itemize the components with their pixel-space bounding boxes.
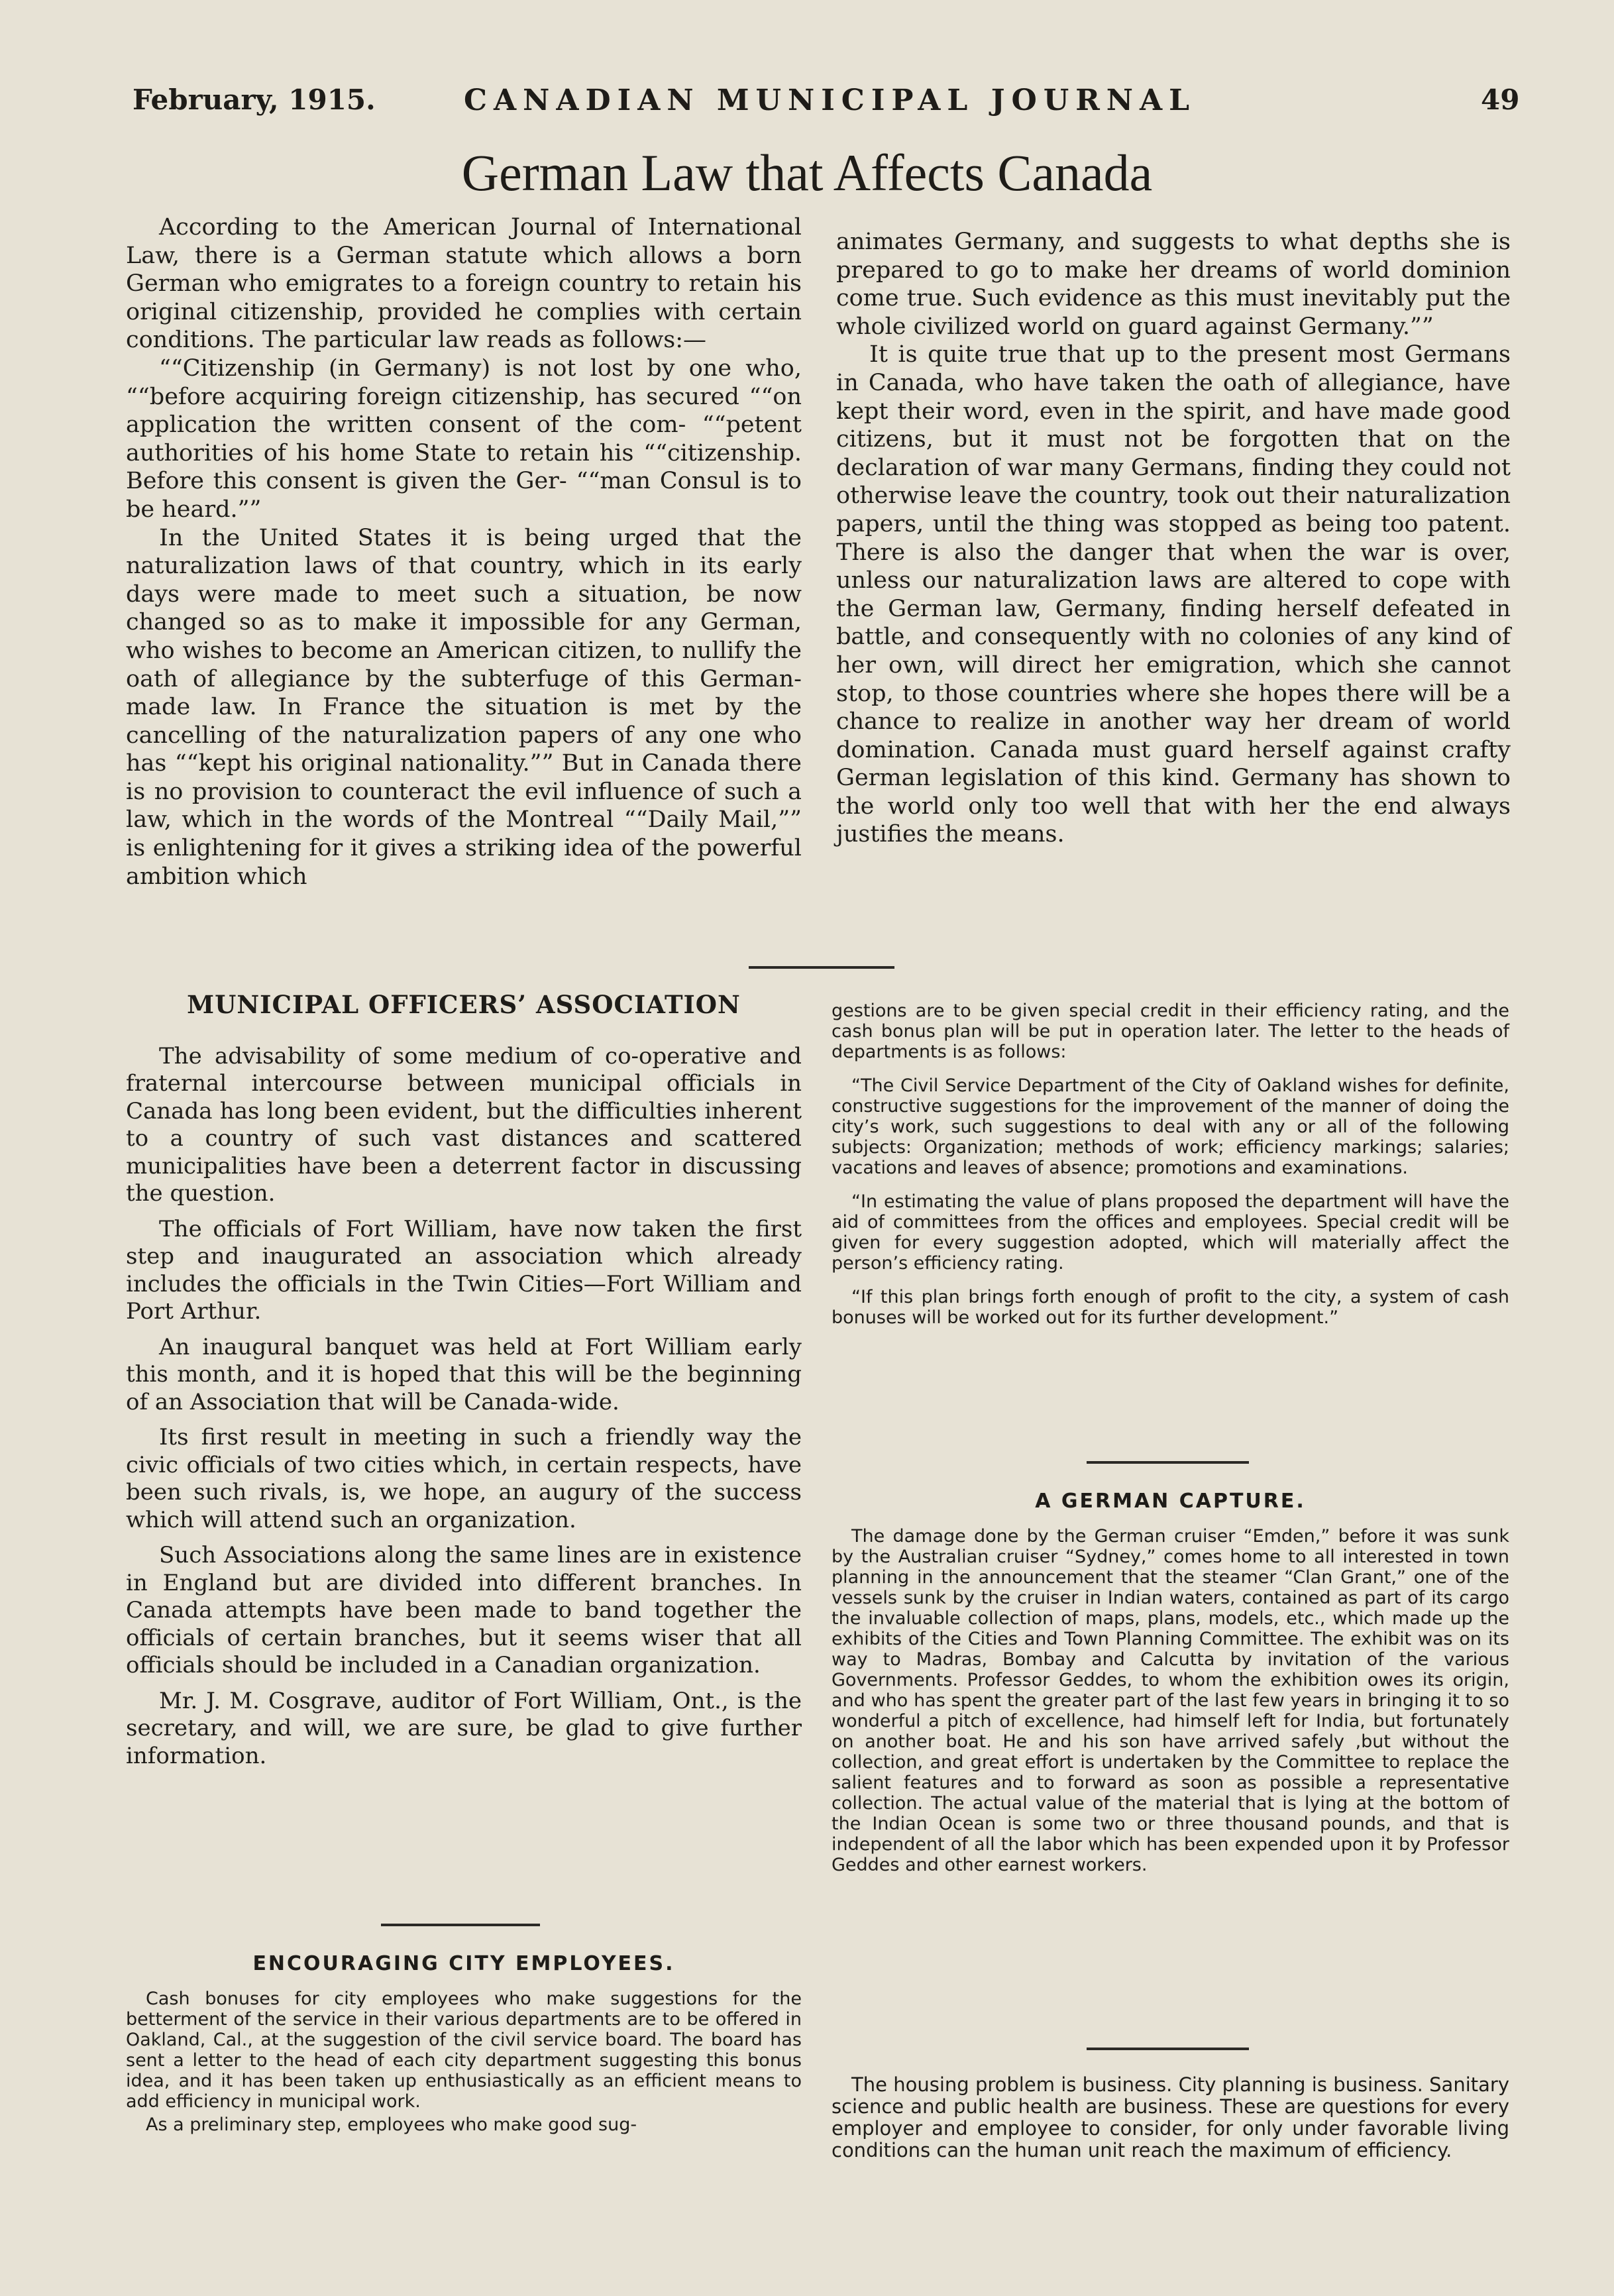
german-capture-section [832,1491,1509,1888]
section-paragraph: An inaugural banquet was held at Fort William early this month, and it is hoped that this will be the beginning of an Association that will be Canada-wide. [126,1333,802,1415]
letter-quote: “The Civil Service Department of the City of Oakland wishes for definite, constructive suggestions for the improvement of the manner of doing the city’s work, such suggestions to deal with any or all of the following subjects: Organization; methods of work; efficiency markings; salaries; vacations and leaves of absence; promotions and examinations. [832,1075,1509,1178]
section-divider [1087,2048,1249,2050]
section-divider [381,1924,540,1926]
section-paragraph: gestions are to be given special credit in their efficiency rating, and the cash bonus plan will be put in operation later. The letter to the heads of departments is as follows: [832,1001,1509,1062]
article-title: German Law that Affects Canada [461,144,1153,201]
section-title: MUNICIPAL OFFICERS’ ASSOCIATION [187,990,741,1019]
article-paragraph: According to the American Journal of International Law, there is a German statute which allows a born German who emigrates to a foreign country to retain his original citizenship, provided he complies with certain conditions. The particular law reads as follows:— [126,214,802,354]
housing-problem-section [832,2074,1509,2175]
section-divider [749,966,894,969]
section-paragraph: The advisability of some medium of co-operative and fraternal intercourse between municipal officials in Canada has long been evident, but the difficulties inherent to a country of such vast distances and scattered municipalities have been a deterrent factor in discussing the question. [126,1042,802,1207]
section-paragraph: Mr. J. M. Cosgrave, auditor of Fort William, Ont., is the secretary, and will, we are sure, be glad to give further information. [126,1687,802,1769]
header-date: February, 1915. [133,83,376,116]
municipal-officers-section [126,991,802,1778]
article-quote: ““Citizenship (in Germany) is not lost by one who, ““before acquiring foreign citizenship, has secured ““on application the written consent of the com- ““petent authorities of his home State to retain his ““citizenship. Before this consent is given the Ger- ““man Consul is to be heard.”” [126,355,802,523]
section-divider [1087,1461,1249,1464]
encouraging-employees-continued [832,1001,1509,1341]
section-paragraph: The officials of Fort William, have now taken the first step and inaugurated an association which already includes the officials in the Twin Cities—Fort William and Port Arthur. [126,1215,802,1325]
letter-quote: “In estimating the value of plans proposed the department will have the aid of committees from the offices and employees. Special credit will be given for every suggestion adopted, which will materially affect the person’s efficiency rating. [832,1191,1509,1274]
article-paragraph: In the United States it is being urged that the naturalization laws of that country, which in its early days were made to meet such a situation, be now changed so as to make it impossible for any German, who wishes to become an American citizen, to nullify the oath of allegiance by the subterfuge of this German-made law. In France the situation is met by the cancelling of the naturalization papers of any one who has ““kept his original nationality.”” But in Canada there is no provision to counteract the evil influence of such a law, which in the words of the Montreal ““Daily Mail,”” is enlightening for it gives a striking idea of the powerful ambition which [126,524,802,890]
section-paragraph: The housing problem is business. City planning is business. Sanitary science and public health are business. These are questions for every employer and employee to consider, for only under favorable living conditions can the human unit reach the maximum of efficiency. [832,2073,1509,2161]
page-number: 49 [1481,83,1520,116]
article-paragraph: animates Germany, and suggests to what depths she is prepared to go to make her dreams of world dominion come true. Such evidence as this must inevitably put the whole civilized world on guard against Germany.”” [836,229,1511,340]
article-paragraph: It is quite true that up to the present most Germans in Canada, who have taken the oath of allegiance, have kept their word, even in the spirit, and have made good citizens, but it must not be forgotten that on the declaration of war many Germans, finding they could not otherwise leave the country, took out their naturalization papers, until the thing was stopped as being too patent. There is also the danger that when the war is over, unless our naturalization laws are altered to cope with the German law, Germany, finding herself defeated in battle, and consequently with no colonies of any kind of her own, will direct her emigration, which she cannot stop, to those countries where she hopes there will be a chance to realize in another way her dream of world domination. Canada must guard herself against crafty German legislation of this kind. Germany has shown to the world only too well that with her the end always justifies the means. [836,341,1511,848]
header-journal-name: CANADIAN MUNICIPAL JOURNAL [464,83,1197,117]
main-article-right-column [836,228,1511,849]
section-paragraph: Its first result in meeting in such a friendly way the civic officials of two cities which, in certain respects, have been such rivals, is, we hope, an augury of the success which will attend such an organization. [126,1424,802,1533]
section-paragraph: As a preliminary step, employees who make good sug- [146,2114,637,2135]
letter-quote: “If this plan brings forth enough of profit to the city, a system of cash bonuses will be worked out for its further development.” [832,1287,1509,1328]
section-paragraph: Such Associations along the same lines are in existence in England but are divided into different branches. In Canada attempts have been made to band together the officials of certain branches, but it seems wiser that all officials should be included in a Canadian organization. [126,1542,802,1678]
section-title: ENCOURAGING CITY EMPLOYEES. [252,1952,675,1975]
section-paragraph: Cash bonuses for city employees who make suggestions for the betterment of the service in their various departments are to be offered in Oakland, Cal., at the suggestion of the civil service board. The board has sent a letter to the head of each city department suggesting this bonus idea, and it has been taken up enthusiastically as an efficient means to add efficiency in municipal work. [126,1989,802,2112]
encouraging-employees-section [126,1953,802,2148]
section-paragraph: The damage done by the German cruiser “Emden,” before it was sunk by the Australian cruiser “Sydney,” comes home to all interested in town planning in the announcement that the steamer “Clan Grant,” one of the vessels sunk by the cruiser in Indian waters, contained as part of its cargo the invaluable collection of maps, plans, models, etc., which made up the exhibits of the Cities and Town Planning Committee. The exhibit was on its way to Madras, Bombay and Calcutta by invitation of the various Governments. Professor Geddes, to whom the exhibition owes its origin, and who has spent the greater part of the last few years in bringing it to so wonderful a pitch of excellence, had himself left for India, but fortunately on another boat. He and his son have arrived safely ,but without the collection, and great effort is undertaken by the Committee to replace the salient features and to forward as soon as possible a representative collection. The actual value of the material that is lying at the bottom of the Indian Ocean is some two or three thousand pounds, and that is independent of all the labor which has been expended upon it by Professor Geddes and other earnest workers. [832,1526,1509,1875]
main-article-left-column [126,213,802,891]
section-title: A GERMAN CAPTURE. [1035,1490,1306,1513]
